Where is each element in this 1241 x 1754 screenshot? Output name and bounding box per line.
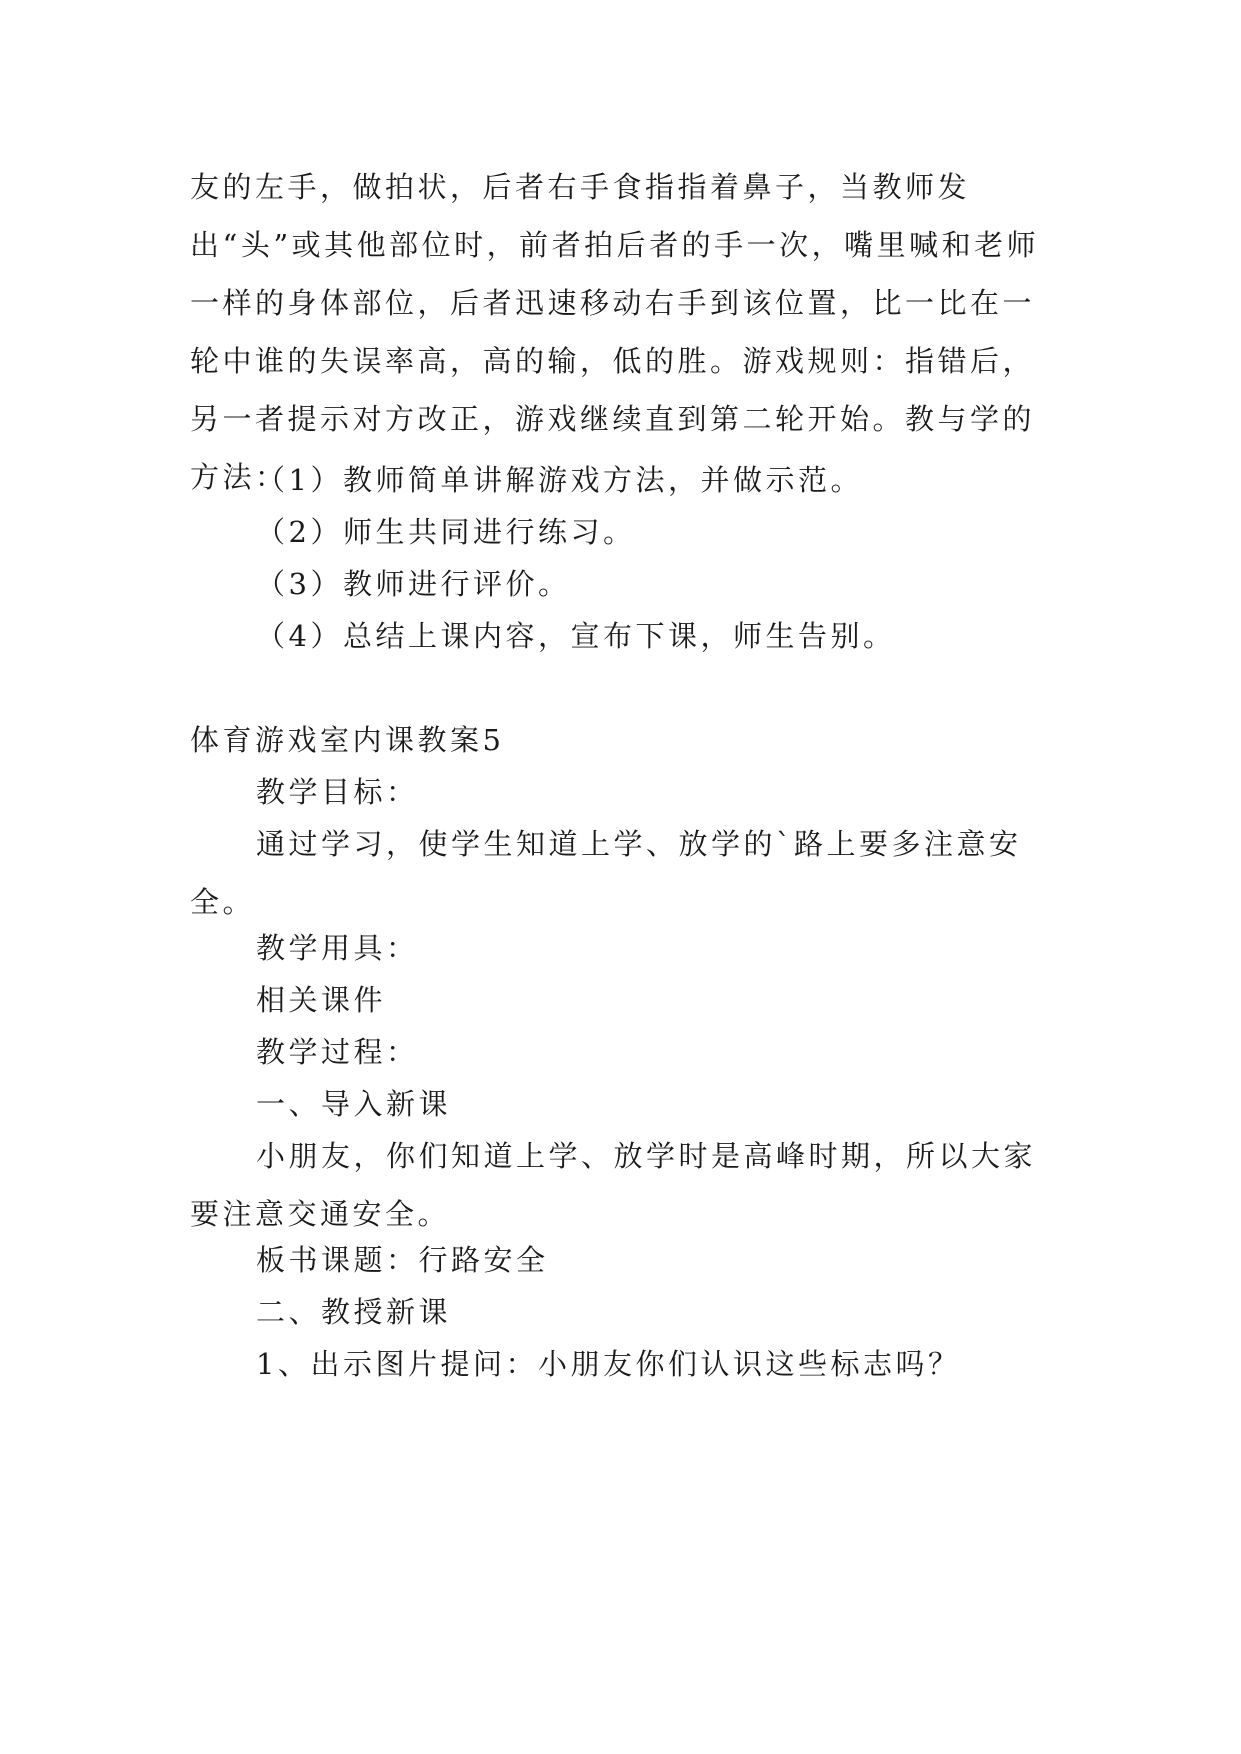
tools-text: 相关课件 (256, 983, 387, 1017)
part2-item-1: 1、出示图片提问：小朋友你们认识这些标志吗？ (256, 1347, 961, 1381)
part2-heading: 二、教授新课 (256, 1295, 452, 1329)
method-step-1: （1）教师简单讲解游戏方法，并做示范。 (256, 463, 863, 497)
part1-heading: 一、导入新课 (256, 1087, 452, 1121)
tools-heading: 教学用具： (256, 931, 419, 965)
part1-text: 小朋友，你们知道上学、放学时是高峰时期，所以大家要注意交通安全。 (190, 1139, 1037, 1231)
method-step-4: （4）总结上课内容，宣布下课，师生告别。 (256, 619, 896, 653)
method-step-2: （2）师生共同进行练习。 (256, 515, 636, 549)
goal-heading: 教学目标： (256, 775, 419, 809)
method-step-3: （3）教师进行评价。 (256, 567, 571, 601)
section-title: 体育游戏室内课教案5 (190, 723, 505, 757)
board-title: 板书课题：行路安全 (256, 1243, 549, 1277)
goal-text: 通过学习，使学生知道上学、放学的`路上要多注意安全。 (190, 827, 1022, 919)
process-heading: 教学过程： (256, 1035, 419, 1069)
continuation-paragraph: 友的左手，做拍状，后者右手食指指着鼻子，当教师发出“头”或其他部位时，前者拍后者的手一次，嘴里喊和老师一样的身体部位，后者迅速移动右手到该位置，比一比在一轮中谁的失误率高，高的输，低的胜。游戏规则：指错后，另一者提示对方改正，游戏继续直到第二轮开始。教与学的方法： (190, 170, 1040, 494)
